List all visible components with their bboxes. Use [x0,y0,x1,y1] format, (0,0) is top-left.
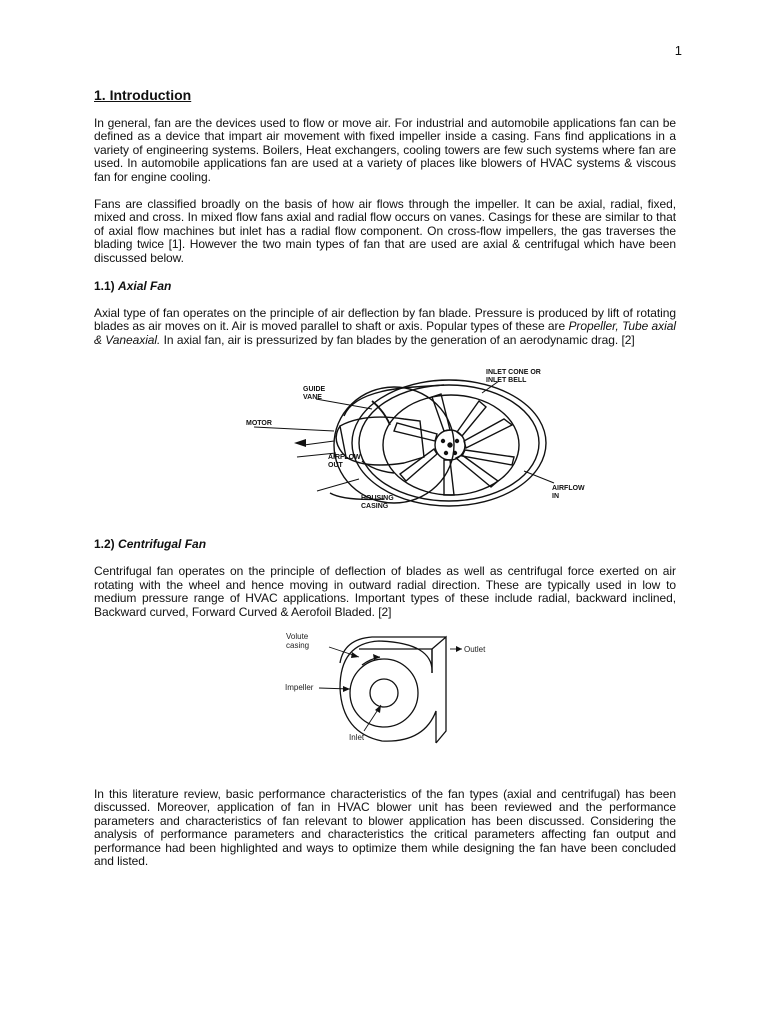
intro-paragraph-2: Fans are classified broadly on the basis of how air flows through the impeller. It can be axial, radial, fixed, mixed and cross. In mixed flow fans axial and radial flow occurs on vanes. Casings for these are similar to that of axial flow machines but inlet has a radial flow component. On cross-flow impellers, the gas traverses the blading twice [1]. However the two main types of fan that are used are axial & centrifugal which have been discussed below. [94,197,676,265]
label-inlet-cone: INLET CONE OR INLET BELL [486,369,541,384]
centrifugal-fan-figure [94,633,676,758]
section-heading-introduction: 1. Introduction [94,87,192,103]
label-housing-casing: HOUSING CASING [361,495,394,510]
label-impeller: Impeller [285,682,314,692]
subsection-heading-axial-fan [94,279,676,293]
literature-review-paragraph: In this literature review, basic performance characteristics of the fan types (axial and centrifugal) has been discussed. Moreover, application of fan in HVAC blower unit has been reviewed and the performance parameters and characteristics of fan relevant to blower application has been discussed. Considering the analysis of performance parameters and characteristics the critical parameters affecting fan output and performance had been highlighted and ways to optimize them while designing the fan have been concluded and listed. [94,786,676,868]
page-number: 1 [674,43,682,58]
document-body [94,86,676,882]
axial-fan-figure [94,361,676,509]
label-airflow-in: AIRFLOW IN [552,485,585,500]
subsection-number: 1.2) [94,537,115,552]
intro-paragraph-1: In general, fan are the devices used to flow or move air. For industrial and automobile applications fan can be defined as a device that impart air movement with fixed impeller inside a casing. Fans find applications in a variety of engineering systems. Boilers, Heat exchangers, cooling towers are few such systems where fan are used. In automobile applications fan are used at a variety of places like blowers of HVAC systems & viscous fan for engine cooling. [94,116,676,184]
label-volute-casing: Volute casing [286,631,310,650]
label-airflow-out: AIRFLOW OUT [328,454,361,469]
centrifugal-fan-paragraph: Centrifugal fan operates on the principle of deflection of blades as well as centrifugal force exerted on air rotating with the wheel and hence moving in outward radial direction. These are typically used in low to medium pressure range of HVAC applications. Important types of these include radial, backward inclined, Backward curved, Forward Curved & Aerofoil Bladed. [2] [94,564,676,619]
subsection-title: Axial Fan [118,279,172,294]
subsection-heading-centrifugal-fan [94,537,676,551]
label-inlet: Inlet [349,732,365,742]
label-guide-vane: GUIDE VANE [303,386,326,401]
label-outlet: Outlet [464,644,486,654]
subsection-title: Centrifugal Fan [118,537,207,552]
axial-fan-paragraph: Axial type of fan operates on the principle of air deflection by fan blade. Pressure is produced by lift of rotating blades as air moves on it. Air is moved parallel to shaft or axis. Popular types of these are Propeller, Tube axial & Vaneaxial. In axial fan, air is pressurized by fan blades by the generation of an aerodynamic drag. [2] [94,306,676,347]
label-motor: MOTOR [246,420,272,428]
subsection-number: 1.1) [94,279,115,294]
axial-fan-illustration [94,361,676,509]
centrifugal-fan-illustration [94,633,676,758]
